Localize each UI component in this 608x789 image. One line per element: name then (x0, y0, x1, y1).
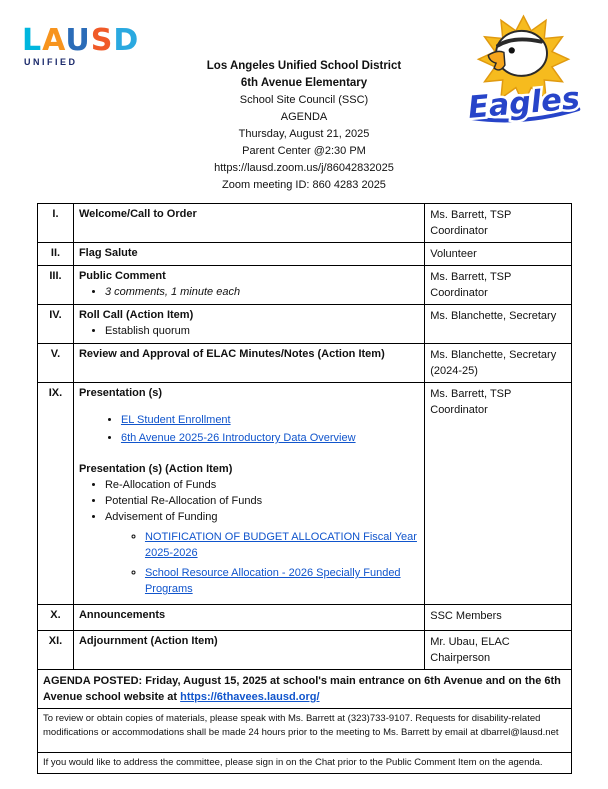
item-sub-bullet (145, 529, 419, 561)
item-bullet: • Advisement of Funding ◦ NOTIFICATION OF BUDGET ALLOCATION Fiscal Year 2025-2026 ◦ School Resource Allocation - 2026 Specially Funded Programs (105, 510, 419, 597)
row-numeral: III. (38, 266, 74, 305)
materials-row (38, 709, 572, 753)
item-title: Announcements (78, 609, 166, 621)
item-title: Flag Salute (78, 247, 138, 259)
item-title: Presentation (s) (78, 387, 163, 399)
council-name: School Site Council (SSC) (239, 94, 369, 106)
agenda-label: AGENDA (280, 111, 328, 123)
materials-text: To review or obtain copies of materials, please speak with Ms. Barrett at (323)733-9107. Requests for disability-related modifications or accommodations shall be made 24 hours prior to the meeting to Ms. Barrett by email at dbarrel@lausd.net (38, 709, 572, 753)
item-bullet: • Re-Allocation of Funds (105, 478, 419, 493)
agenda-posted-row (38, 670, 572, 709)
row-owner: Volunteer (425, 243, 572, 266)
row-owner: Ms. Barrett, TSP Coordinator (425, 266, 572, 305)
row-numeral: IX. (38, 383, 74, 605)
row-owner: Ms. Barrett, TSP Coordinator (425, 383, 572, 605)
row-item (73, 243, 424, 266)
row-numeral: I. (38, 204, 74, 243)
row-owner: Ms. Barrett, TSP Coordinator (425, 204, 572, 243)
row-owner: Ms. Blanchette, Secretary (2024-25) (425, 344, 572, 383)
row-numeral: II. (38, 243, 74, 266)
lausd-wordmark (22, 23, 140, 58)
item-sub-bullet (145, 565, 419, 597)
agenda-row-minutes-review (38, 344, 572, 383)
lausd-letter-d: D (113, 23, 140, 58)
chat-signin-row (38, 753, 572, 774)
meeting-location: Parent Center @2:30 PM (242, 145, 366, 157)
district-name: Los Angeles Unified School District (206, 60, 402, 72)
budget-allocation-link[interactable]: NOTIFICATION OF BUDGET ALLOCATION Fiscal Year 2025-2026 (144, 531, 417, 559)
row-item (73, 605, 424, 631)
agenda-row-welcome (38, 204, 572, 243)
row-item (73, 383, 424, 605)
row-item (73, 305, 424, 344)
item-bullet (121, 413, 419, 428)
agenda-posted-text: AGENDA POSTED: Friday, August 15, 2025 at school's main entrance on 6th Avenue and on the 6th Avenue school website at https://6thavees.lausd.org/ (38, 670, 572, 709)
lausd-letter-s: S (90, 23, 114, 58)
row-numeral: IV. (38, 305, 74, 344)
item-title: Roll Call (Action Item) (78, 309, 194, 321)
row-owner: SSC Members (425, 605, 572, 631)
agenda-row-flag-salute (38, 243, 572, 266)
row-item (73, 266, 424, 305)
item-bullet: • Establish quorum (105, 324, 419, 339)
meeting-date: Thursday, August 21, 2025 (238, 128, 370, 140)
item-bullet: • Potential Re-Allocation of Funds (105, 494, 419, 509)
document-header (0, 58, 608, 194)
agenda-row-announcements (38, 605, 572, 631)
lausd-unified-label: UNIFIED (24, 57, 78, 67)
item-subtitle: Presentation (s) (Action Item) (78, 463, 233, 475)
el-student-enrollment-link[interactable]: EL Student Enrollment (120, 414, 231, 426)
lausd-letter-l: L (22, 23, 43, 58)
intro-data-overview-link[interactable]: 6th Avenue 2025-26 Introductory Data Overview (120, 432, 356, 444)
row-owner: Mr. Ubau, ELAC Chairperson (425, 631, 572, 670)
item-title: Review and Approval of ELAC Minutes/Notes (Action Item) (78, 348, 385, 360)
agenda-row-roll-call (38, 305, 572, 344)
row-owner: Ms. Blanchette, Secretary (425, 305, 572, 344)
item-bullet (121, 431, 419, 446)
agenda-row-presentations (38, 383, 572, 605)
lausd-letter-u: U (65, 23, 91, 58)
row-numeral: XI. (38, 631, 74, 670)
school-name: 6th Avenue Elementary (240, 77, 368, 89)
lausd-letter-a: A (42, 23, 66, 58)
agenda-row-adjournment (38, 631, 572, 670)
agenda-row-public-comment (38, 266, 572, 305)
item-title: Adjournment (Action Item) (78, 635, 218, 647)
resource-allocation-link[interactable]: School Resource Allocation - 2026 Specially Funded Programs (144, 567, 401, 595)
zoom-url: https://lausd.zoom.us/j/86042832025 (214, 162, 394, 174)
item-title: Public Comment (78, 270, 166, 282)
row-numeral: X. (38, 605, 74, 631)
chat-signin-text: If you would like to address the committee, please sign in on the Chat prior to the Public Comment Item on the agenda. (38, 753, 572, 774)
row-item (73, 204, 424, 243)
school-website-link[interactable]: https://6thavees.lausd.org/ (180, 691, 320, 703)
zoom-meeting-id: Zoom meeting ID: 860 4283 2025 (222, 179, 386, 191)
row-item (73, 631, 424, 670)
item-bullet: • 3 comments, 1 minute each (105, 285, 419, 300)
eagle-eye (509, 47, 515, 53)
eagles-wordmark: Eagles (466, 81, 582, 126)
row-item (73, 344, 424, 383)
item-title: Welcome/Call to Order (78, 208, 197, 220)
agenda-table (37, 203, 572, 774)
row-numeral: V. (38, 344, 74, 383)
